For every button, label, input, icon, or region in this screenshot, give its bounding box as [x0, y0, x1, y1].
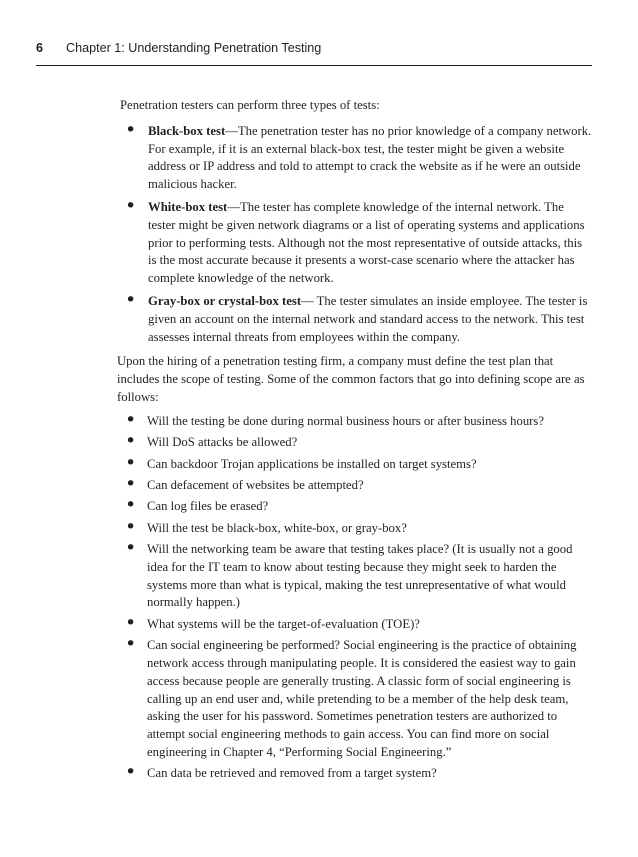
list-item	[117, 408, 593, 431]
scope-factors-list	[117, 408, 593, 784]
page-number: 6	[36, 41, 44, 55]
factor-text: Will the testing be done during normal business hours or after business hours?	[147, 413, 544, 428]
bullet-icon: •	[125, 761, 137, 784]
em-dash: —	[227, 199, 240, 214]
bullet-icon: •	[125, 430, 137, 453]
bullet-icon: •	[125, 288, 137, 311]
list-item	[117, 451, 593, 474]
list-item	[117, 633, 593, 762]
bullet-icon: •	[125, 472, 137, 495]
definition: The penetration tester has no prior knowledge of a company network. For example, if it is an external black-box test, the tester might be given a website address or IP address and told to attempt to crack the website as if he were an outside malicious hacker.	[148, 123, 592, 192]
factor-text: Can log files be erased?	[147, 499, 269, 514]
factor-text: Will the test be black-box, white-box, or gray-box?	[147, 520, 407, 535]
factor-text: Will the networking team be aware that testing takes place? (It is usually not a good idea for the IT team to know about testing because they might seek to harden the systems more than what is typical, making the test unrepresentative of what would normally happen.)	[147, 542, 573, 610]
page-body	[117, 97, 593, 787]
factor-text: Can defacement of websites be attempted?	[147, 477, 364, 492]
factor-text: Can data be retrieved and removed from a target system?	[147, 766, 437, 781]
list-item	[117, 494, 593, 517]
em-dash: —	[301, 293, 314, 308]
factor-text: Can social engineering be performed? Social engineering is the practice of obtaining network access through manipulating people. It is considered the easiest way to gain access because people are generally trusting. A classic form of social engineering is calling up an end user and, while pretending to be a member of the help desk team, asking the user for his password. Sometimes penetration testers are authorized to attempt social engineering methods to gain access. You can find more on social engineering in Chapter 4, “Performing Social Engineering.”	[147, 638, 577, 760]
bullet-icon: •	[125, 408, 137, 431]
list-item	[117, 472, 593, 495]
list-item	[117, 537, 593, 612]
em-dash: —	[225, 123, 238, 138]
intro-paragraph: Penetration testers can perform three types of tests:	[120, 98, 380, 112]
term: White-box test	[148, 199, 228, 214]
bullet-icon: •	[125, 494, 137, 517]
list-item	[117, 118, 593, 194]
chapter-title: Chapter 1: Understanding Penetration Testing	[66, 41, 322, 55]
definition: The tester has complete knowledge of the internal network. The tester might be given network diagrams or a list of operating systems and applications prior to performing tests. Although not the most representative of outside attacks, this is the most accurate because it presents a worst-case scenario where the attacker has complete knowledge of the network.	[148, 199, 585, 286]
bullet-icon: •	[125, 194, 137, 217]
bullet-icon: •	[125, 515, 137, 538]
bullet-icon: •	[125, 451, 137, 474]
list-item	[117, 430, 593, 453]
bullet-icon: •	[125, 633, 137, 656]
factor-text: Can backdoor Trojan applications be installed on target systems?	[147, 456, 477, 471]
scope-paragraph: Upon the hiring of a penetration testing firm, a company must define the test plan that includes the scope of testing. Some of the common factors that go into defining scope are as follows:	[117, 354, 585, 404]
factor-text: Will DoS attacks be allowed?	[147, 435, 298, 450]
list-item	[117, 194, 593, 288]
list-item	[117, 288, 593, 346]
list-item	[117, 761, 593, 784]
term: Gray-box or crystal-box test	[148, 293, 302, 308]
bullet-icon: •	[125, 611, 137, 634]
header-rule	[36, 65, 592, 66]
factor-text: What systems will be the target-of-evaluation (TOE)?	[147, 616, 420, 631]
list-item	[117, 611, 593, 634]
list-item	[117, 515, 593, 538]
bullet-icon: •	[125, 118, 137, 141]
definition: The tester simulates an inside employee. The tester is given an account on the internal network and standard access to the network. This test assesses internal threats from employees within the company.	[148, 293, 588, 344]
bullet-icon: •	[125, 537, 137, 560]
running-header	[36, 41, 590, 55]
term: Black-box test	[148, 123, 226, 138]
test-types-list	[117, 118, 593, 347]
